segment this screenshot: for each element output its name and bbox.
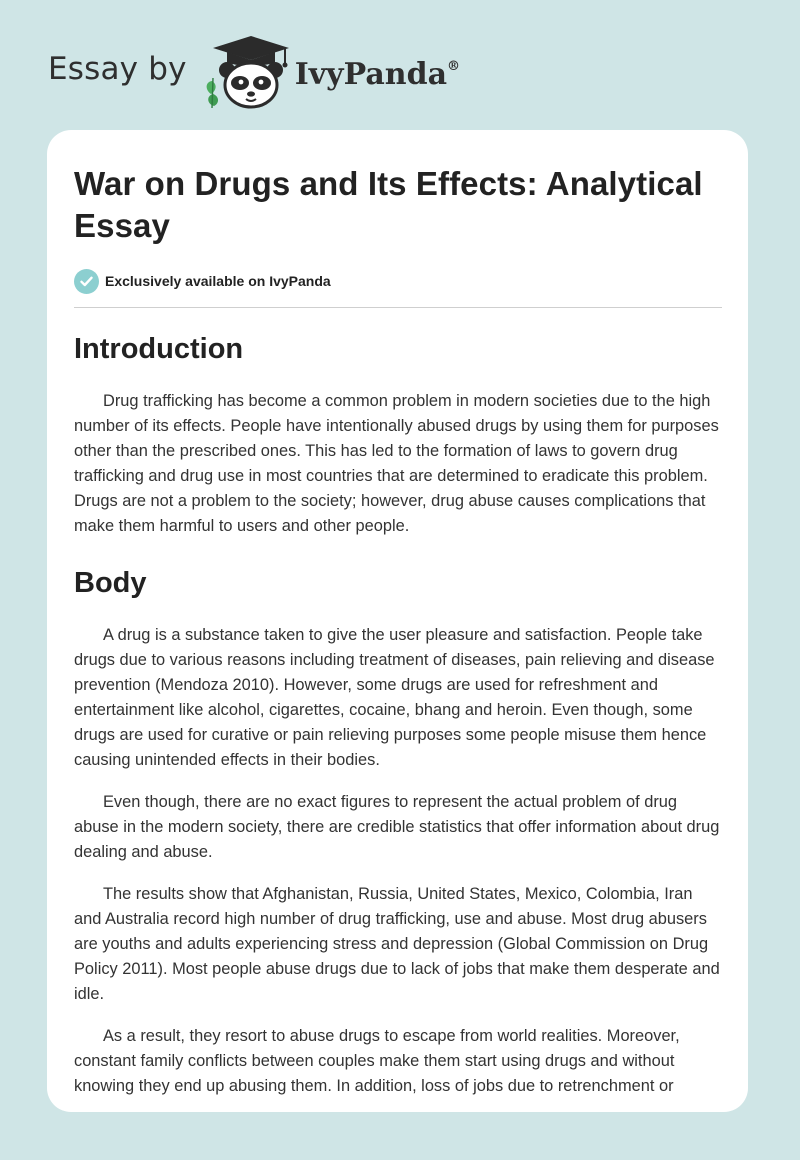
- essay-card: [47, 130, 748, 1112]
- paragraph: Even though, there are no exact figures to represent the actual problem of drug abuse in the modern society, there are credible statistics that offer information about drug dealing and abuse.: [74, 793, 720, 861]
- section-body: [74, 565, 722, 1099]
- exclusive-badge: [74, 268, 722, 294]
- registered-mark: ®: [447, 58, 461, 74]
- ivypanda-logo-icon: [201, 34, 293, 110]
- section-introduction: [74, 331, 722, 539]
- paragraph: The results show that Afghanistan, Russia, United States, Mexico, Colombia, Iran and Australia record high number of drug trafficking, use and abuse. Most drug abusers are youths and adults experiencing stress and depression (Global Commission on Drug Policy 2011). Most people abuse drugs due to lack of jobs that make them desperate and idle.: [74, 885, 720, 1003]
- brand-prefix: Essay by: [48, 51, 187, 87]
- site-brand[interactable]: [48, 34, 460, 110]
- paragraph: Drug trafficking has become a common problem in modern societies due to the high number of its effects. People have intentionally abused drugs by using them for purposes other than the prescribed ones. This has led to the formation of laws to govern drug trafficking and drug use in most countries that are determined to eradicate this problem. Drugs are not a problem to the society; however, drug abuse causes complications that make them harmful to users and other people.: [74, 392, 719, 535]
- essay-title: War on Drugs and Its Effects: Analytical Essay: [74, 165, 703, 244]
- paragraph: A drug is a substance taken to give the user pleasure and satisfaction. People take drugs due to various reasons including treatment of diseases, pain relieving and disease prevention (Mendoza 2010). However, some drugs are used for refreshment and entertainment like alcohol, cigarettes, cocaine, bhang and heroin. Even though, some drugs are used for curative or pain relieving purposes some people misuse them hence causing unintended effects in their bodies.: [74, 626, 715, 769]
- section-heading: Body: [74, 567, 147, 599]
- paragraph: As a result, they resort to abuse drugs to escape from world realities. Moreover, constant family conflicts between couples make them start using drugs and without knowing they end up abusing them. In addition, loss of jobs due to retrenchment or: [74, 1027, 680, 1095]
- brand-name: IvyPanda®: [294, 56, 461, 92]
- divider: [74, 307, 722, 308]
- check-icon: [74, 269, 99, 294]
- section-heading: Introduction: [74, 333, 244, 365]
- badge-text: Exclusively available on IvyPanda: [105, 273, 331, 289]
